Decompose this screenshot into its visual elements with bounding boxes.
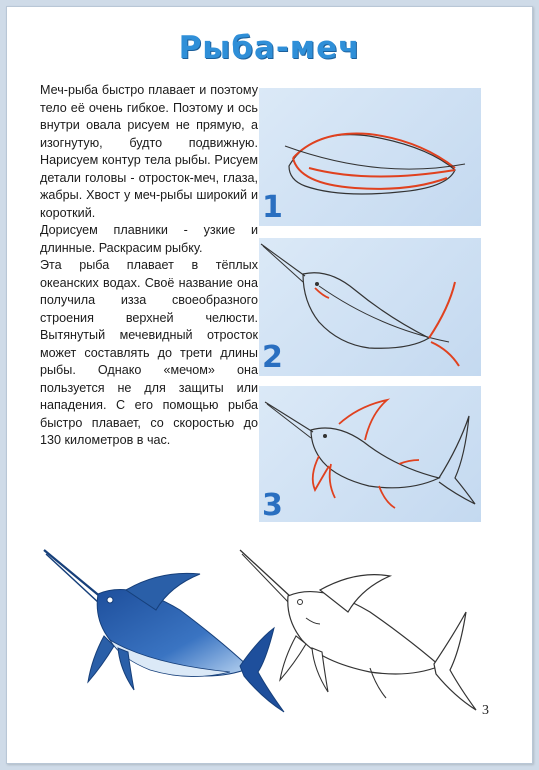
step-3-drawing [259,386,481,522]
step-3-panel [259,386,481,522]
article-text [40,82,258,450]
step-3-number: 3 [262,488,283,523]
paragraph-3: Эта рыба плавает в тёплых океанских водах. Своё название она получила изза своеобразного строения верхней челюсти. Вытянутый мечевидный отросток может составлять до трети длины рыбы. Однако «мечом» она пользуется не для защиты или нападения. С его помощью рыба быстро плавает, со скоростью до 130 километров в час. [40,258,258,447]
page-number: 3 [482,703,489,718]
step-1-drawing [259,88,481,226]
swordfish-illustrations [30,540,500,730]
page-title: Рыба-меч [178,30,361,66]
step-1-number: 1 [262,190,283,225]
outline-swordfish [240,550,476,710]
step-1-panel [259,88,481,226]
paragraph-1: Меч-рыба быстро плавает и поэтому тело её очень гибкое. Поэтому и ось внутри овала рисуем не прямую, а изогнутую, будто подвижную. Нарисуем контур тела рыбы. Рисуем детали головы - отросток-меч, глаза, жабры. Хвост у меч-рыбы широкий и короткий. [40,83,258,220]
colored-swordfish [44,550,284,712]
step-2-drawing [259,238,481,376]
step-2-panel [259,238,481,376]
step-2-number: 2 [262,340,283,375]
paragraph-2: Дорисуем плавники - узкие и длинные. Раскрасим рыбку. [40,223,258,255]
